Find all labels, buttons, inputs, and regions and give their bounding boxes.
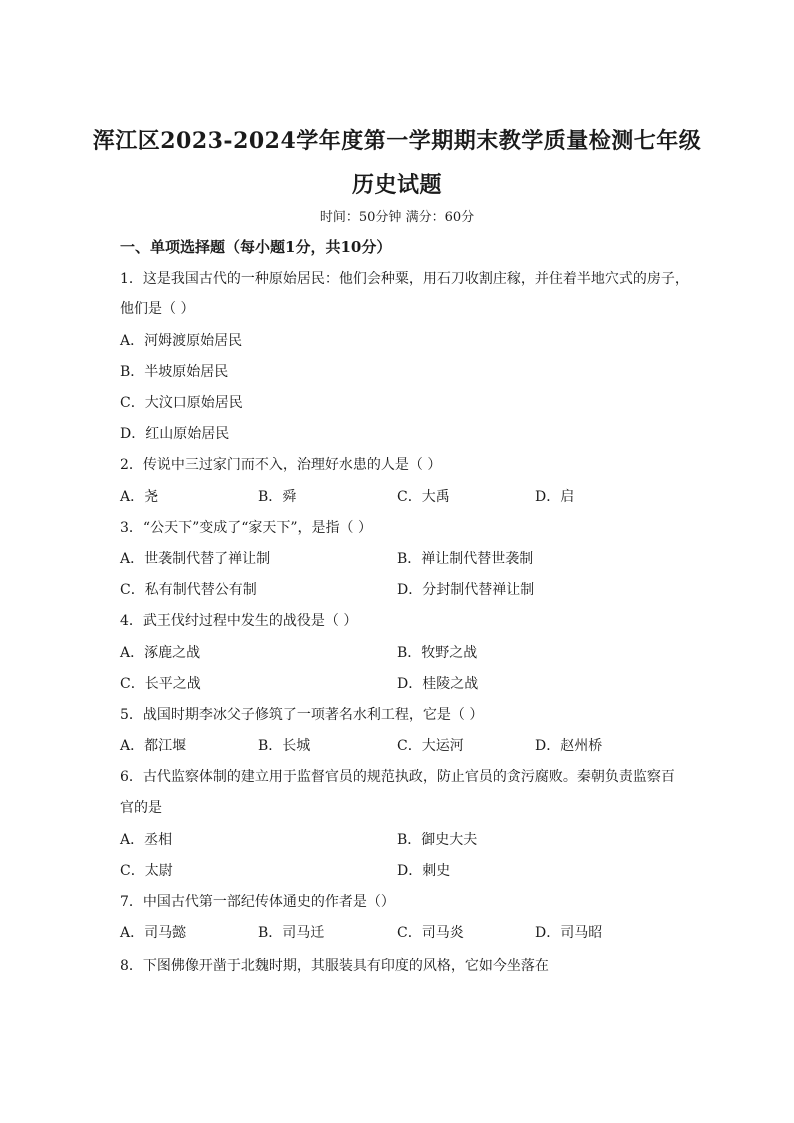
exam-title: 浑江区2023-2024学年度第一学期期末教学质量检测七年级 [92,128,702,154]
question-7-option-a: A．司马懿 [120,925,187,941]
section-heading: 一、单项选择题（每小题1分，共10分） [120,238,392,256]
question-4-option-a: A．涿鹿之战 [120,645,201,661]
question-5-stem: 5．战国时期李冰父子修筑了一项著名水利工程，它是（ ） [120,707,484,723]
question-4-option-c: C．长平之战 [120,676,201,692]
question-5-option-c: C．大运河 [397,738,464,754]
question-1-option-b: B．半坡原始居民 [120,364,229,380]
question-7-option-d: D．司马昭 [535,925,603,941]
question-7-option-b: B．司马迁 [258,925,325,941]
question-3-option-b: B．禅让制代替世袭制 [397,551,534,567]
question-2-option-a: A．尧 [120,489,159,505]
question-2-option-b: B．舜 [258,489,297,505]
question-6-option-b: B．御史大夫 [397,832,478,848]
question-1-option-a: A．河姆渡原始居民 [120,333,243,349]
exam-meta: 时间：50分钟 满分：60分 [319,210,475,225]
question-8-stem: 8．下图佛像开凿于北魏时期，其服装具有印度的风格，它如今坐落在 [120,958,549,974]
question-5-option-d: D．赵州桥 [535,738,603,754]
question-2-option-c: C．大禹 [397,489,450,505]
question-3-option-d: D．分封制代替禅让制 [397,582,535,598]
exam-subject: 历史试题 [351,172,442,198]
question-6-option-c: C．太尉 [120,863,173,879]
question-5-option-b: B．长城 [258,738,311,754]
question-7-stem: 7．中国古代第一部纪传体通史的作者是（） [120,894,395,910]
question-6-option-a: A．丞相 [120,832,173,848]
question-1-stem: 1．这是我国古代的一种原始居民：他们会种粟，用石刀收割庄稼，并住着半地穴式的房子， [120,271,689,287]
question-3-option-a: A．世袭制代替了禅让制 [120,551,271,567]
question-2-option-d: D．启 [535,489,575,505]
question-4-stem: 4．武王伐纣过程中发生的战役是（ ） [120,613,358,629]
question-2-stem: 2．传说中三过家门而不入，治理好水患的人是（ ） [120,457,442,473]
question-4-option-d: D．桂陵之战 [397,676,479,692]
question-6-option-d: D．刺史 [397,863,451,879]
question-5-option-a: A．都江堰 [120,738,187,754]
question-3-stem: 3．“公天下”变成了“家天下”，是指（ ） [120,520,372,536]
question-4-option-b: B．牧野之战 [397,645,478,661]
question-1-option-c: C．大汶口原始居民 [120,395,243,411]
question-3-option-c: C．私有制代替公有制 [120,582,257,598]
question-1-option-d: D．红山原始居民 [120,426,230,442]
question-6-stem-cont: 官的是 [120,800,162,816]
question-6-stem: 6．古代监察体制的建立用于监督官员的规范执政，防止官员的贪污腐败。秦朝负责监察百 [120,769,675,785]
question-7-option-c: C．司马炎 [397,925,464,941]
question-1-stem-cont: 他们是（ ） [120,301,195,317]
